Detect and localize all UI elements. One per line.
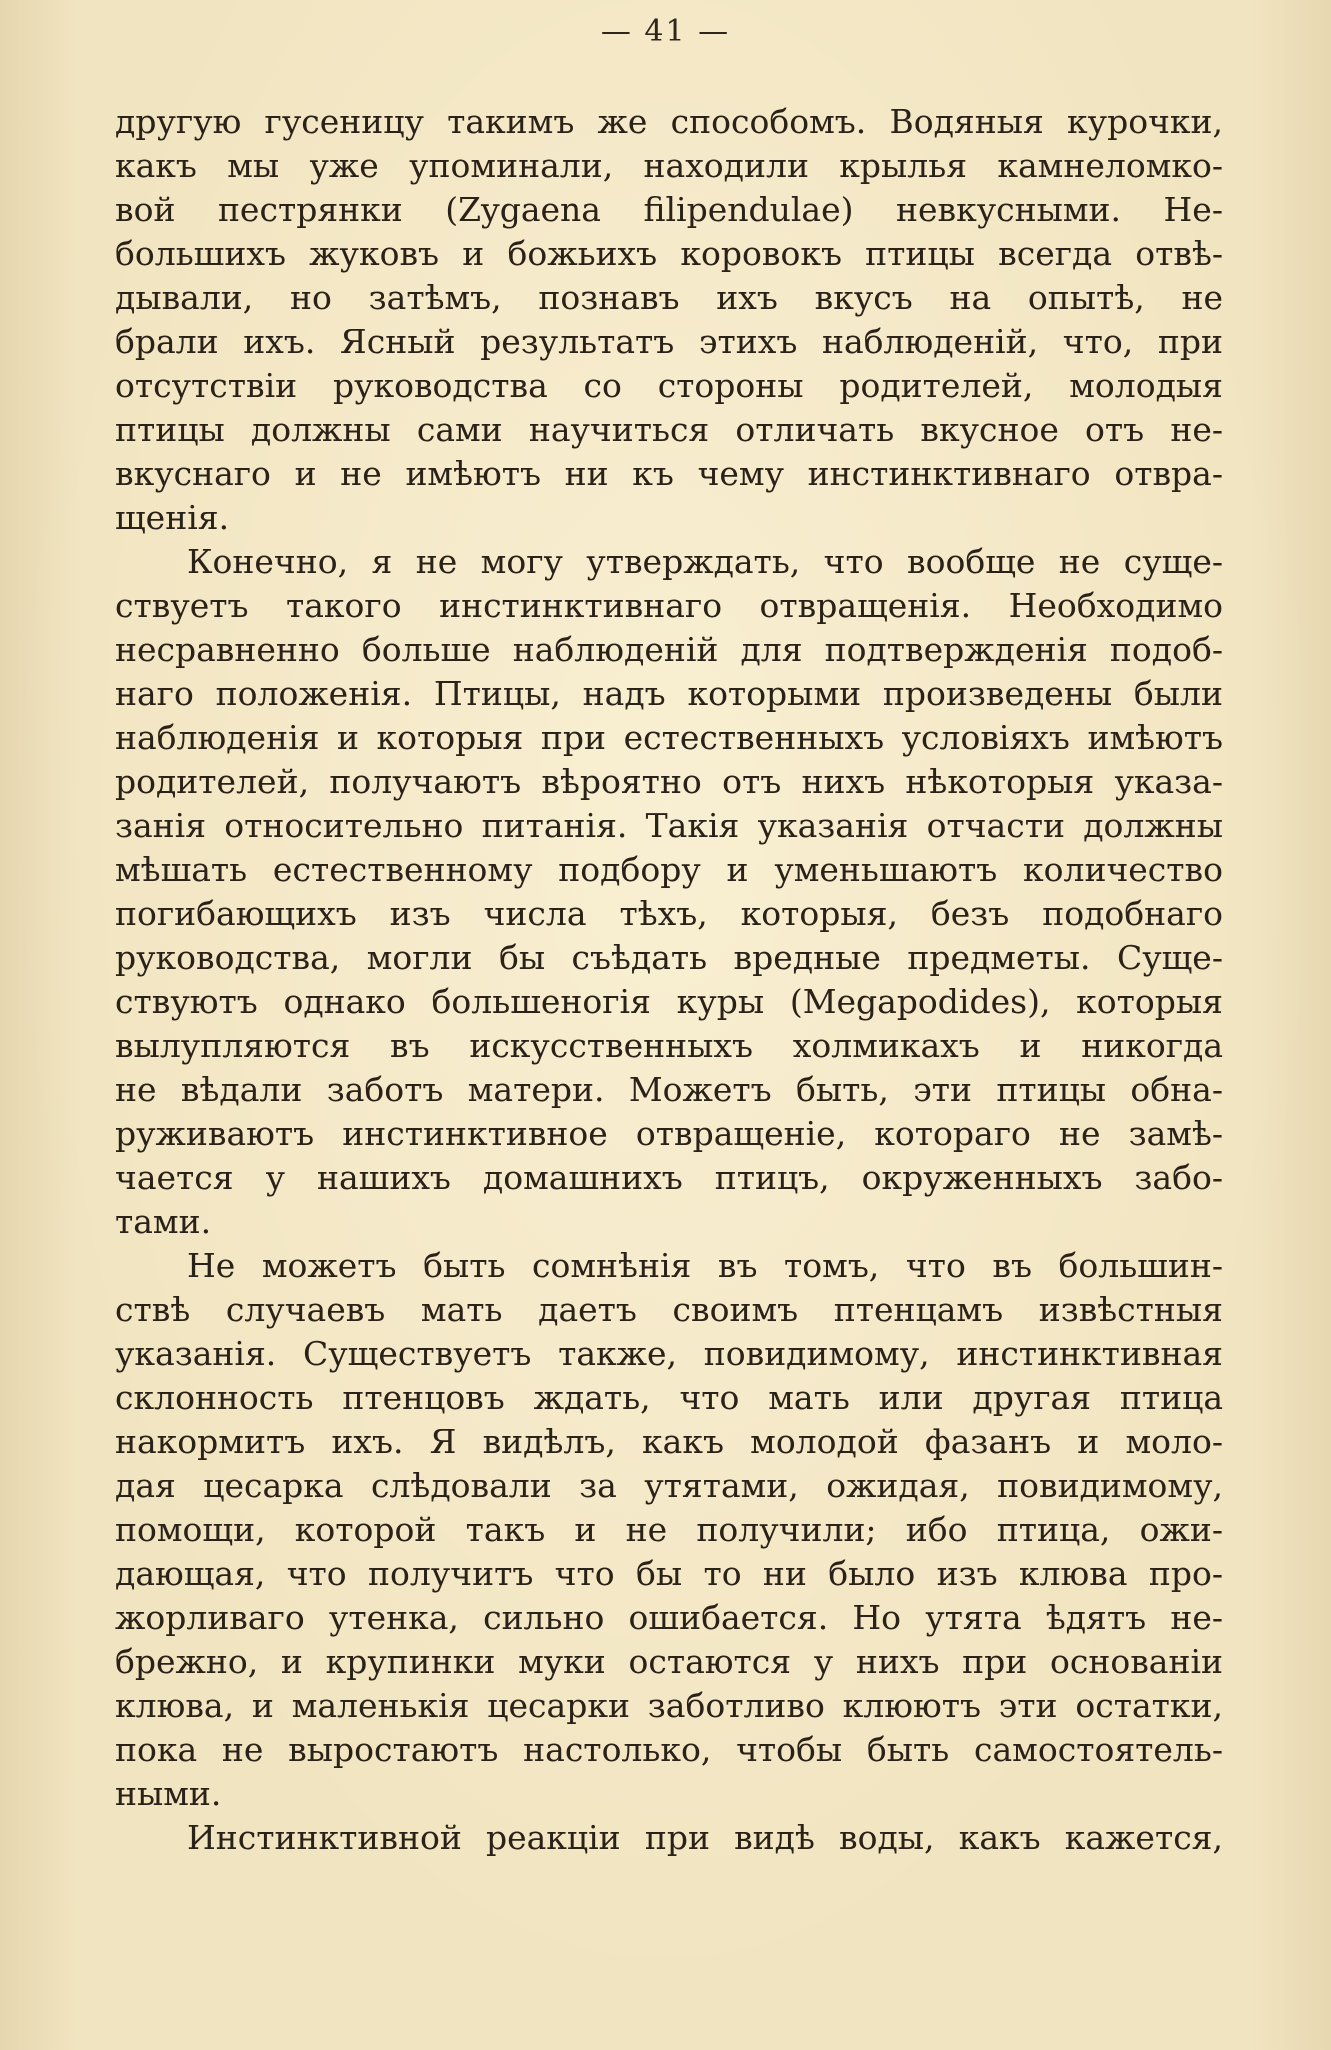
text-line: ствѣ случаевъ мать даетъ своимъ птенцамъ извѣстныя (115, 1290, 1223, 1329)
text-line: птицы должны сами научиться отличать вкусное отъ не- (115, 410, 1223, 449)
text-line: руководства, могли бы съѣдать вредные предметы. Суще- (115, 938, 1223, 977)
text-line: погибающихъ изъ числа тѣхъ, которыя, безъ подобнаго (115, 894, 1223, 933)
body-text (115, 100, 1223, 1860)
text-line: Не можетъ быть сомнѣнія въ томъ, что въ большин- (187, 1246, 1223, 1285)
text-line: большихъ жуковъ и божьихъ коровокъ птицы всегда отвѣ- (115, 234, 1223, 273)
text-line: клюва, и маленькія цесарки заботливо клюютъ эти остатки, (115, 1686, 1223, 1725)
text-line: мѣшать естественному подбору и уменьшаютъ количество (115, 850, 1223, 889)
text-line: склонность птенцовъ ждать, что мать или другая птица (115, 1378, 1223, 1417)
text-line: жорливаго утенка, сильно ошибается. Но утята ѣдятъ не- (115, 1598, 1223, 1637)
text-line: брежно, и крупинки муки остаются у нихъ при основаніи (115, 1642, 1223, 1681)
text-line: другую гусеницу такимъ же способомъ. Водяныя курочки, (115, 102, 1223, 141)
text-line: Инстинктивной реакціи при видѣ воды, какъ кажется, (187, 1818, 1223, 1857)
text-line: вой пестрянки (Zygaena filipendulae) невкусными. Не- (115, 190, 1223, 229)
text-line: брали ихъ. Ясный результатъ этихъ наблюденій, что, при (115, 322, 1223, 361)
text-line: родителей, получаютъ вѣроятно отъ нихъ нѣкоторыя указа- (115, 762, 1223, 801)
text-line: ными. (115, 1774, 222, 1813)
text-line: не вѣдали заботъ матери. Можетъ быть, эти птицы обна- (115, 1070, 1223, 1109)
text-line: вылупляются въ искусственныхъ холмикахъ и никогда (115, 1026, 1223, 1065)
text-line: указанія. Существуетъ также, повидимому, инстинктивная (115, 1334, 1223, 1373)
text-line: чается у нашихъ домашнихъ птицъ, окруженныхъ забо- (115, 1158, 1223, 1197)
text-line: занія относительно питанія. Такія указанія отчасти должны (115, 806, 1223, 845)
text-line: помощи, которой такъ и не получили; ибо птица, ожи- (115, 1510, 1223, 1549)
text-line: наго положенія. Птицы, надъ которыми произведены были (115, 674, 1223, 713)
page-number: — 41 — (600, 14, 731, 49)
text-line: пока не выростаютъ настолько, чтобы быть самостоятель- (115, 1730, 1223, 1769)
text-line: наблюденія и которыя при естественныхъ условіяхъ имѣютъ (115, 718, 1223, 757)
text-line: щенія. (115, 498, 230, 537)
text-line: руживаютъ инстинктивное отвращеніе, котораго не замѣ- (115, 1114, 1223, 1153)
text-line: вкуснаго и не имѣютъ ни къ чему инстинктивнаго отвра- (115, 454, 1223, 493)
text-line: дая цесарка слѣдовали за утятами, ожидая, повидимому, (115, 1466, 1223, 1505)
text-line: дывали, но затѣмъ, познавъ ихъ вкусъ на опытѣ, не (115, 278, 1223, 317)
text-line: накормитъ ихъ. Я видѣлъ, какъ молодой фазанъ и моло- (115, 1422, 1223, 1461)
text-line: несравненно больше наблюденій для подтвержденія подоб- (115, 630, 1223, 669)
text-line: какъ мы уже упоминали, находили крылья камнеломко- (115, 146, 1223, 185)
text-line: ствуютъ однако большеногія куры (Megapodides), которыя (115, 982, 1223, 1021)
text-line: ствуетъ такого инстинктивнаго отвращенія. Необходимо (115, 586, 1223, 625)
text-line: Конечно, я не могу утверждать, что вообще не суще- (187, 542, 1223, 581)
text-line: отсутствіи руководства со стороны родителей, молодыя (115, 366, 1223, 405)
text-line: дающая, что получитъ что бы то ни было изъ клюва про- (115, 1554, 1223, 1593)
text-line: тами. (115, 1202, 212, 1241)
